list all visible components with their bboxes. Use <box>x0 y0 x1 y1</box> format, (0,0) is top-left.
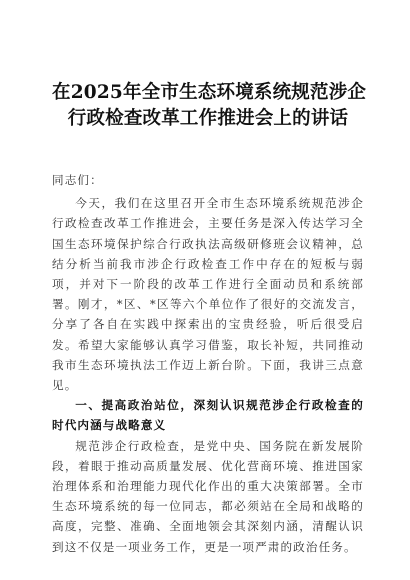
document-body <box>52 170 364 557</box>
title-line-1: 在2025年全市生态环境系统规范涉企 <box>52 82 367 103</box>
paragraph-opening: 今天，我们在这里召开全市生态环境系统规范涉企行政检查改革工作推进会，主要任务是深入传达学习全国生态环境保护综合行政执法高级研修班会议精神，总结分析当前我市涉企行政检查工作中存在的短板与弱项，并对下一阶段的改革工作进行全面动员和系统部署。刚才，*区、*区等六个单位作了很好的交流发言，分享了各自在实践中探索出的宝贵经验，听后很受启发。希望大家能够认真学习借鉴，取长补短，共同推动我市生态环境执法工作迈上新台阶。下面，我讲三点意见。 <box>52 196 364 393</box>
document-title <box>52 80 367 132</box>
section-heading-1: 一、提高政治站位，深刻认识规范涉企行政检查的时代内涵与战略意义 <box>52 398 364 433</box>
paragraph-section-1: 规范涉企行政检查，是党中央、国务院在新发展阶段，着眼于推动高质量发展、优化营商环境、推进国家治理体系和治理能力现代化作出的重大决策部署。全市生态环境系统的每一位同志，都必须站在全局和战略的高度，完整、准确、全面地领会其深刻内涵，清醒认识到这不仅是一项业务工作，更是一项严肃的政治任务。 <box>52 438 364 554</box>
title-line-2: 行政检查改革工作推进会上的讲话 <box>67 108 349 129</box>
salutation: 同志们： <box>52 173 103 187</box>
